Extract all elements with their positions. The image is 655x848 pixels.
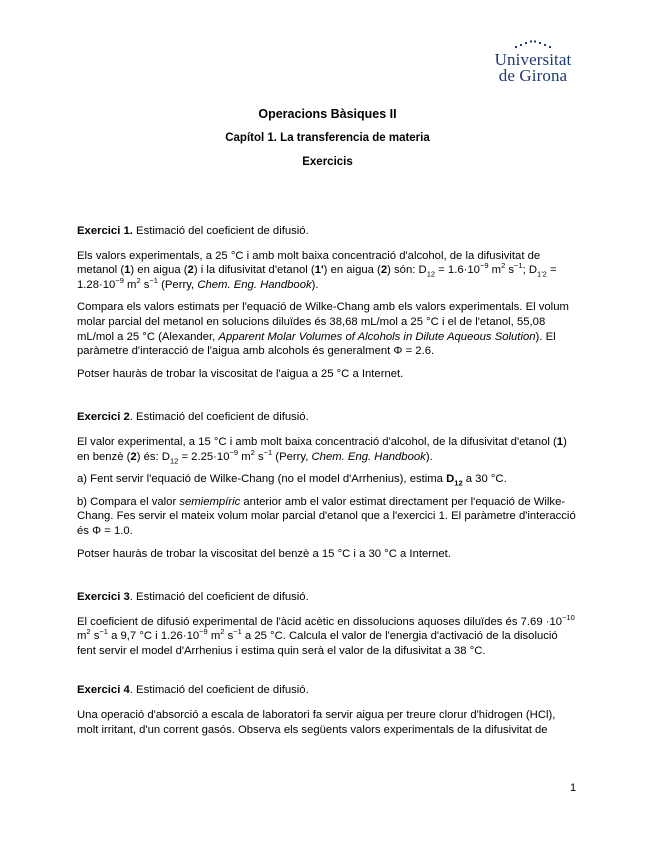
exercise-4 bbox=[77, 683, 577, 737]
exercise-4-paragraph-1: Una operació d'absorció a escala de laboratori fa servir aigua per treure clorur d'hidrogen (HCl), molt irritant, d'un corrent gasós. Observa els següents valors experimentals de la difusivitat de bbox=[77, 709, 556, 736]
exercise-2-part-b: b) Compara el valor semiempíric anterior amb el valor estimat directament per l'equació de Wilke-Chang. Fes servir el mateix volum molar parcial d'etanol que a l'exercici 1. El paràmetre d'interacció és Φ = 1.0. bbox=[77, 495, 576, 537]
exercise-4-heading: Exercici 4. Estimació del coeficient de difusió. bbox=[77, 684, 309, 697]
document-title: Operacions Bàsiques II bbox=[258, 107, 397, 121]
exercise-2-heading: Exercici 2. Estimació del coeficient de difusió. bbox=[77, 411, 309, 424]
exercise-2-paragraph-1: El valor experimental, a 15 °C i amb molt baixa concentració d'alcohol, de la difusivitat d'etanol (1) en benzè (2) és: $D_{12} = 2.25\cdot 10^{-9}$ $m^2$ $s^{-1}$ (Perry, Chem. Eng. Handbook). bbox=[77, 435, 567, 465]
logo-emblem-icon bbox=[513, 40, 553, 50]
exercise-2-paragraph-4: Potser hauràs de trobar la viscositat del benzè a 15 °C i a 30 °C a Internet. bbox=[77, 547, 451, 560]
logo-line-1: Universitat bbox=[494, 50, 572, 69]
exercise-2 bbox=[77, 410, 577, 561]
exercise-3-label: Exercici 3 bbox=[77, 591, 130, 604]
logo-line-2: de Girona bbox=[498, 66, 568, 85]
exercise-1-heading: Exercici 1. Estimació del coeficient de difusió. bbox=[77, 225, 309, 237]
exercise-3-heading: Exercici 3. Estimació del coeficient de difusió. bbox=[77, 591, 309, 604]
logo-wordmark bbox=[490, 52, 576, 84]
exercise-4-label: Exercici 4 bbox=[77, 684, 130, 697]
exercise-1-paragraph-1: Els valors experimentals, a 25 °C i amb molt baixa concentració d'alcohol, de la difusivitat de metanol (1) en aigua (2) i la difusivitat d'etanol (1') en aigua (2) són: $D_{12} = 1.6\cdot 10^{-9}$ $m^2$ $s^{-1}$; $D_{1'2} = 1.28\cdot 10^{-9}$ $m^2$ $s^{-1}$ (Perry, Chem. Eng. Handbook). bbox=[77, 249, 557, 291]
exercise-2-part-a: a) Fent servir l'equació de Wilke-Chang (no el model d'Arrhenius), estima $D_{12}$ a 30 °C. bbox=[77, 473, 507, 488]
page-number: 1 bbox=[570, 782, 577, 794]
chapter-title: Capítol 1. La transferencia de materia bbox=[225, 132, 430, 144]
section-title: Exercicis bbox=[302, 156, 353, 168]
university-logo bbox=[490, 40, 576, 94]
exercise-3-paragraph-1: El coeficient de difusió experimental de l'àcid acètic en dissolucions aquoses diluïdes és $7.69 \cdot 10^{-10}$ $m^2$ $s^{-1}$ a 9,7 °C i $1.26\cdot 10^{-9}$ $m^2$ $s^{-1}$ a 25 °C. Calcula el valor de l'energia d'activació de la disolució fent servir el model d'Arrhenius i estima quin serà el valor de la difusivitat a 38 °C. bbox=[77, 612, 575, 657]
exercise-2-label: Exercici 2 bbox=[77, 411, 130, 424]
document-body bbox=[77, 224, 577, 766]
exercise-1 bbox=[77, 224, 577, 381]
exercise-1-label: Exercici 1. bbox=[77, 225, 133, 237]
exercise-1-paragraph-2: Compara els valors estimats per l'equació de Wilke-Chang amb els valors experimentals. El volum molar parcial del metanol en solucions diluïdes és 38,68 mL/mol a 25 °C i el de l'etanol, 55,08 mL/mol a 25 °C (Alexander, Apparent Molar Volumes of Alcohols in Dilute Aqueous Solution). El paràmetre d'interacció de l'aigua amb alcohols és generalment Φ = 2.6. bbox=[77, 301, 569, 358]
exercise-3 bbox=[77, 590, 577, 658]
exercise-1-paragraph-3: Potser hauràs de trobar la viscositat de l'aigua a 25 °C a Internet. bbox=[77, 367, 404, 380]
